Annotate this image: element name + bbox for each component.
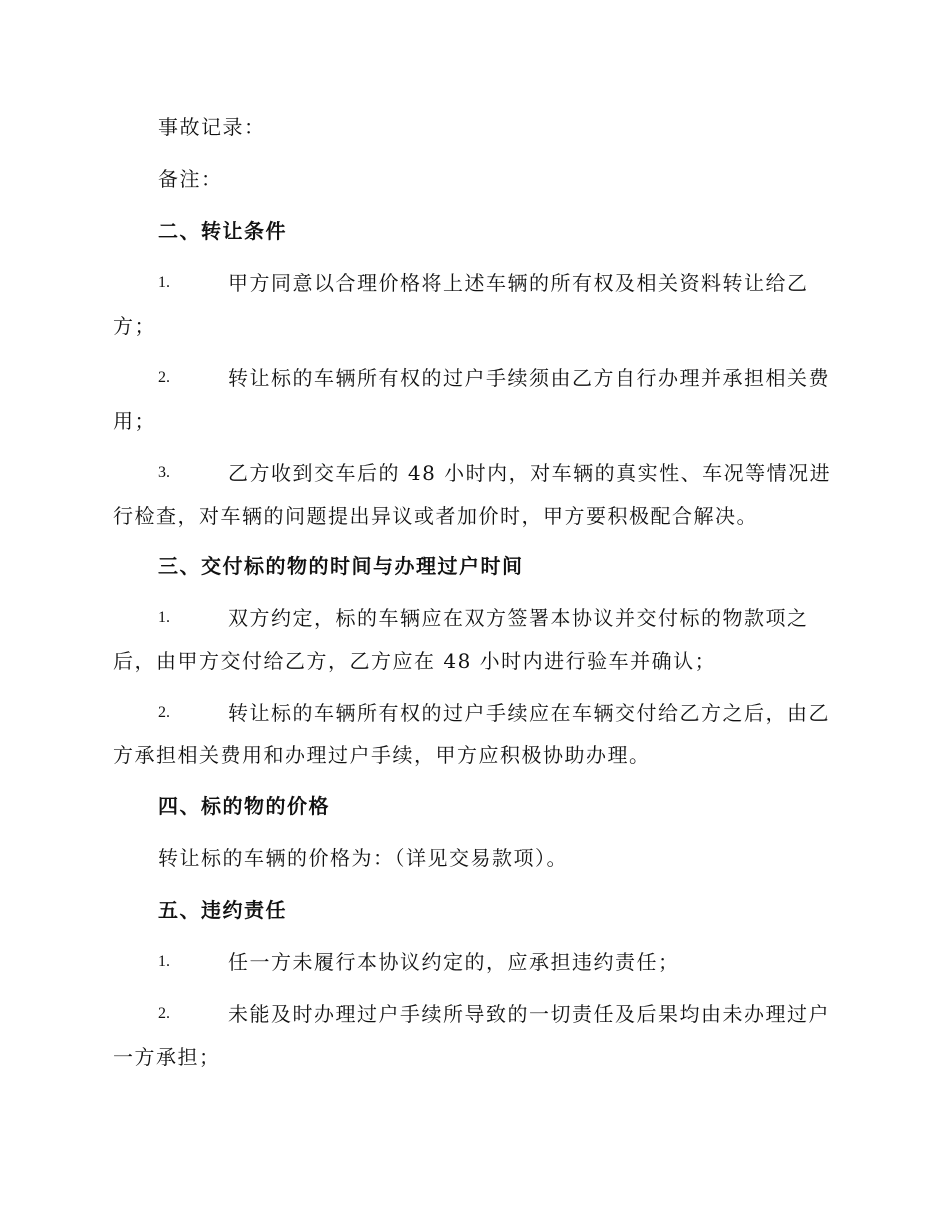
item-number: 1. — [158, 953, 170, 970]
paragraph-line: 行检查，对车辆的问题提出异议或者加价时，甲方要积极配合解决。 — [113, 504, 758, 528]
paragraph-line: 后，由甲方交付给乙方，乙方应在 48 小时内进行验车并确认； — [113, 649, 717, 673]
paragraph-line: 未能及时办理过户手续所导致的一切责任及后果均由未办理过户 — [228, 1002, 830, 1026]
paragraph-line: 甲方同意以合理价格将上述车辆的所有权及相关资料转让给乙 — [228, 271, 809, 295]
item-number: 1. — [158, 274, 170, 291]
remarks-label: 备注： — [158, 167, 223, 191]
section-heading-5: 五、违约责任 — [158, 898, 287, 922]
paragraph-line: 乙方收到交车后的 48 小时内，对车辆的真实性、车况等情况进 — [228, 461, 832, 485]
accident-record-label: 事故记录： — [158, 115, 266, 139]
paragraph-line: 任一方未履行本协议约定的，应承担违约责任； — [228, 950, 680, 974]
item-number: 2. — [158, 369, 170, 386]
item-number: 1. — [158, 609, 170, 626]
paragraph-line: 转让标的车辆所有权的过户手续须由乙方自行办理并承担相关费 — [228, 366, 830, 390]
section-heading-2: 二、转让条件 — [158, 219, 287, 243]
price-paragraph: 转让标的车辆的价格为：（详见交易款项）。 — [158, 846, 568, 870]
paragraph-line: 方承担相关费用和办理过户手续，甲方应积极协助办理。 — [113, 743, 651, 767]
paragraph-line: 方； — [113, 314, 156, 338]
paragraph-line: 转让标的车辆所有权的过户手续应在车辆交付给乙方之后，由乙 — [228, 701, 830, 725]
section-heading-3: 三、交付标的物的时间与办理过户时间 — [158, 554, 524, 578]
paragraph-line: 一方承担； — [113, 1045, 221, 1069]
item-number: 2. — [158, 704, 170, 721]
item-number: 3. — [158, 464, 170, 481]
section-heading-4: 四、标的物的价格 — [158, 794, 330, 818]
paragraph-line: 用； — [113, 409, 156, 433]
paragraph-line: 双方约定，标的车辆应在双方签署本协议并交付标的物款项之 — [228, 606, 809, 630]
item-number: 2. — [158, 1005, 170, 1022]
